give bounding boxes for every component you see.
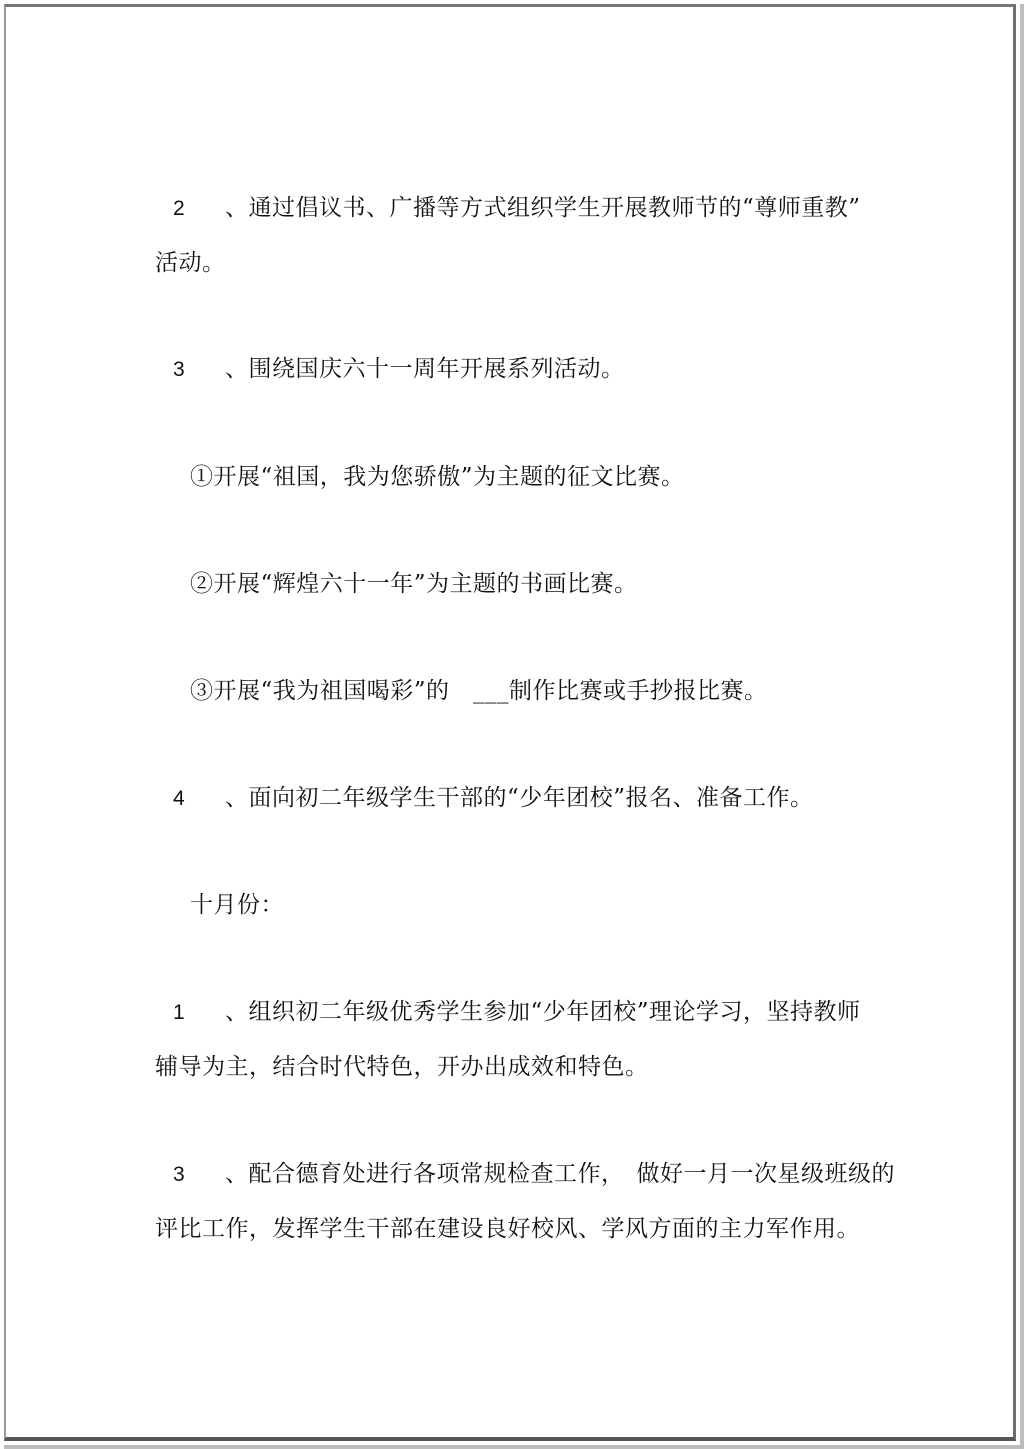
paragraph-continuation: 活动。 xyxy=(155,250,226,276)
item-number: 2 xyxy=(173,197,186,220)
page-shadow-bottom xyxy=(4,1445,1024,1449)
paragraph-text: 、通过倡议书、广播等方式组织学生开展教师节的“尊师重教” xyxy=(225,195,861,221)
paragraph-text: 、组织初二年级优秀学生参加“少年团校”理论学习，坚持教师 xyxy=(225,999,861,1025)
paragraph-continuation: 辅导为主，结合时代特色，开办出成效和特色。 xyxy=(155,1054,649,1080)
paragraph-item-3b xyxy=(173,1159,895,1190)
item-number: 1 xyxy=(173,1001,186,1024)
page-shadow-right xyxy=(1020,4,1024,1445)
paragraph-text: 、面向初二年级学生干部的“少年团校”报名、准备工作。 xyxy=(225,785,814,811)
paragraph-text: 、配合德育处进行各项常规检查工作， 做好一月一次星级班级的 xyxy=(225,1161,895,1187)
paragraph-text: 、围绕国庆六十一周年开展系列活动。 xyxy=(225,356,625,382)
paragraph-item-3 xyxy=(173,354,625,385)
paragraph-item-1 xyxy=(173,997,861,1028)
item-number: 4 xyxy=(173,787,186,810)
paragraph-item-2 xyxy=(173,193,861,224)
paragraph-continuation: 评比工作，发挥学生干部在建设良好校风、学风方面的主力军作用。 xyxy=(155,1216,860,1242)
sub-item-3: ③开展“我为祖国喝彩”的 ___制作比赛或手抄报比赛。 xyxy=(190,678,768,704)
item-number: 3 xyxy=(173,1163,186,1186)
sub-item-1: ①开展“祖国，我为您骄傲”为主题的征文比赛。 xyxy=(190,464,685,490)
item-number: 3 xyxy=(173,358,186,381)
sub-item-2: ②开展“辉煌六十一年”为主题的书画比赛。 xyxy=(190,571,638,597)
section-heading-october: 十月份： xyxy=(190,892,284,918)
paragraph-item-4 xyxy=(173,783,814,814)
